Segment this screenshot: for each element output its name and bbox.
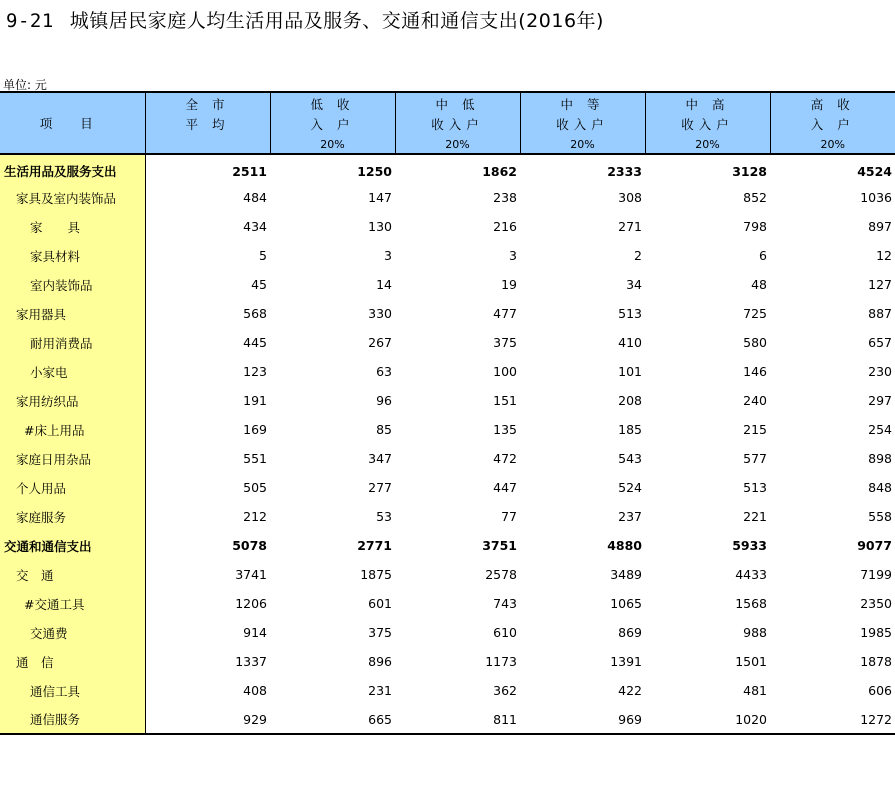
- cell-value: 63: [376, 364, 392, 379]
- cell-value: 9077: [857, 538, 892, 553]
- cell-value: 1020: [645, 705, 770, 734]
- cell-value: 1875: [360, 567, 392, 582]
- row-label: 交 通: [0, 560, 145, 589]
- cell-value: 267: [368, 335, 392, 350]
- row-label: 家用器具: [0, 299, 145, 328]
- row-label: 小家电: [0, 357, 145, 386]
- row-label: 通 信: [0, 647, 145, 676]
- header-column: [770, 92, 895, 154]
- cell-value: 1878: [860, 654, 892, 669]
- cell-value: 375: [368, 625, 392, 640]
- data-table: [0, 91, 895, 735]
- cell-value: 601: [368, 596, 392, 611]
- cell-value: 477: [493, 306, 517, 321]
- cell-value: 551: [243, 451, 267, 466]
- cell-value: 558: [868, 509, 892, 524]
- cell-value: 929: [145, 705, 270, 734]
- cell-value: 3: [509, 248, 517, 263]
- header-line1: 全 市: [185, 97, 230, 112]
- table-row: [0, 647, 895, 676]
- cell-value: 914: [243, 625, 267, 640]
- cell-value: 237: [618, 509, 642, 524]
- cell-value: 2: [634, 248, 642, 263]
- cell-value: 212: [243, 509, 267, 524]
- header-pct: 20%: [320, 138, 345, 151]
- table-row: [0, 502, 895, 531]
- cell-value: 48: [751, 277, 767, 292]
- cell-value: 169: [243, 422, 267, 437]
- cell-value: 3489: [610, 567, 642, 582]
- cell-value: 447: [493, 480, 517, 495]
- cell-value: 988: [743, 625, 767, 640]
- table-row: [0, 183, 895, 212]
- cell-value: 5: [259, 248, 267, 263]
- cell-value: 568: [243, 306, 267, 321]
- cell-value: 897: [868, 219, 892, 234]
- cell-value: 1337: [235, 654, 267, 669]
- row-label: 家 具: [0, 212, 145, 241]
- header-pct: 20%: [445, 138, 470, 151]
- table-row: [0, 444, 895, 473]
- cell-value: 216: [493, 219, 517, 234]
- cell-value: 330: [368, 306, 392, 321]
- cell-value: 484: [243, 190, 267, 205]
- cell-value: 657: [868, 335, 892, 350]
- cell-value: 896: [368, 654, 392, 669]
- header-line1: 中 低: [435, 97, 480, 112]
- cell-value: 146: [743, 364, 767, 379]
- cell-value: 277: [368, 480, 392, 495]
- cell-value: 185: [618, 422, 642, 437]
- cell-value: 34: [626, 277, 642, 292]
- cell-value: 2511: [232, 163, 267, 179]
- row-label: 通信工具: [0, 676, 145, 705]
- cell-value: 135: [493, 422, 517, 437]
- cell-value: 208: [618, 393, 642, 408]
- header-line1: 高 收: [810, 97, 855, 112]
- table-number: 9-21: [6, 10, 54, 32]
- cell-value: 2350: [860, 596, 892, 611]
- cell-value: 77: [501, 509, 517, 524]
- row-label: 耐用消费品: [0, 328, 145, 357]
- row-label: 交通费: [0, 618, 145, 647]
- cell-value: 4524: [857, 163, 892, 179]
- table-row: [0, 560, 895, 589]
- cell-value: 445: [243, 335, 267, 350]
- cell-value: 869: [618, 625, 642, 640]
- cell-value: 347: [368, 451, 392, 466]
- header-line2: 收入户: [681, 117, 734, 132]
- row-label: 交通和通信支出: [0, 531, 145, 560]
- cell-value: 887: [868, 306, 892, 321]
- row-label: 家具及室内装饰品: [0, 183, 145, 212]
- cell-value: 375: [493, 335, 517, 350]
- table-row: [0, 241, 895, 270]
- cell-value: 898: [868, 451, 892, 466]
- table-row: [0, 705, 895, 734]
- header-pct: 20%: [820, 138, 845, 151]
- cell-value: 240: [743, 393, 767, 408]
- table-row: [0, 415, 895, 444]
- cell-value: 2771: [357, 538, 392, 553]
- cell-value: 2333: [607, 163, 642, 179]
- cell-value: 254: [868, 422, 892, 437]
- cell-value: 127: [868, 277, 892, 292]
- cell-value: 151: [493, 393, 517, 408]
- cell-value: 472: [493, 451, 517, 466]
- table-row: [0, 212, 895, 241]
- cell-value: 297: [868, 393, 892, 408]
- cell-value: 5078: [232, 538, 267, 553]
- cell-value: 147: [368, 190, 392, 205]
- cell-value: 238: [493, 190, 517, 205]
- cell-value: 101: [618, 364, 642, 379]
- header-line1: 中 高: [685, 97, 730, 112]
- cell-value: 6: [759, 248, 767, 263]
- cell-value: 505: [243, 480, 267, 495]
- row-label: 个人用品: [0, 473, 145, 502]
- header-line1: 中 等: [560, 97, 605, 112]
- cell-value: 1173: [485, 654, 517, 669]
- cell-value: 230: [868, 364, 892, 379]
- table-title: 城镇居民家庭人均生活用品及服务、交通和通信支出(2016年): [69, 10, 604, 32]
- cell-value: 513: [743, 480, 767, 495]
- cell-value: 1272: [770, 705, 895, 734]
- header-line2: 收入户: [431, 117, 484, 132]
- header-line1: 低 收: [310, 97, 355, 112]
- page-title: [6, 6, 604, 33]
- cell-value: 1568: [735, 596, 767, 611]
- row-label: 室内装饰品: [0, 270, 145, 299]
- cell-value: 3741: [235, 567, 267, 582]
- table-row: [0, 270, 895, 299]
- row-label: 家庭日用杂品: [0, 444, 145, 473]
- table-body: [0, 154, 895, 734]
- cell-value: 231: [368, 683, 392, 698]
- cell-value: 3751: [482, 538, 517, 553]
- row-label: 通信服务: [0, 705, 145, 734]
- cell-value: 3: [384, 248, 392, 263]
- cell-value: 1036: [860, 190, 892, 205]
- table-row: [0, 386, 895, 415]
- header-row: [0, 92, 895, 154]
- cell-value: 422: [618, 683, 642, 698]
- cell-value: 848: [868, 480, 892, 495]
- cell-value: 12: [876, 248, 892, 263]
- cell-value: 410: [618, 335, 642, 350]
- row-label: 家用纺织品: [0, 386, 145, 415]
- table-row: [0, 676, 895, 705]
- header-line2: 入 户: [310, 117, 355, 132]
- cell-value: 665: [270, 705, 395, 734]
- cell-value: 1206: [235, 596, 267, 611]
- cell-value: 481: [743, 683, 767, 698]
- cell-value: 1065: [610, 596, 642, 611]
- cell-value: 85: [376, 422, 392, 437]
- table-header: [0, 92, 895, 154]
- cell-value: 130: [368, 219, 392, 234]
- cell-value: 53: [376, 509, 392, 524]
- table-row: [0, 618, 895, 647]
- cell-value: 543: [618, 451, 642, 466]
- cell-value: 852: [743, 190, 767, 205]
- table-row: [0, 328, 895, 357]
- cell-value: 969: [520, 705, 645, 734]
- cell-value: 191: [243, 393, 267, 408]
- table-row: [0, 357, 895, 386]
- cell-value: 96: [376, 393, 392, 408]
- cell-value: 798: [743, 219, 767, 234]
- table-row: [0, 299, 895, 328]
- cell-value: 100: [493, 364, 517, 379]
- cell-value: 524: [618, 480, 642, 495]
- row-label: 家具材料: [0, 241, 145, 270]
- cell-value: 1862: [482, 163, 517, 179]
- table-row: [0, 589, 895, 618]
- table-row: [0, 531, 895, 560]
- cell-value: 513: [618, 306, 642, 321]
- cell-value: 2578: [485, 567, 517, 582]
- table-row: [0, 473, 895, 502]
- cell-value: 221: [743, 509, 767, 524]
- cell-value: 14: [376, 277, 392, 292]
- cell-value: 811: [395, 705, 520, 734]
- cell-value: 408: [243, 683, 267, 698]
- header-line2: 入 户: [810, 117, 855, 132]
- row-label: 生活用品及服务支出: [0, 154, 145, 183]
- header-line2: 收入户: [556, 117, 609, 132]
- cell-value: 577: [743, 451, 767, 466]
- table-row: [0, 154, 895, 183]
- row-label: #交通工具: [0, 589, 145, 618]
- cell-value: 123: [243, 364, 267, 379]
- cell-value: 45: [251, 277, 267, 292]
- header-column: [645, 92, 770, 154]
- cell-value: 743: [493, 596, 517, 611]
- cell-value: 610: [493, 625, 517, 640]
- cell-value: 3128: [732, 163, 767, 179]
- cell-value: 4433: [735, 567, 767, 582]
- row-label: #床上用品: [0, 415, 145, 444]
- header-column: [395, 92, 520, 154]
- cell-value: 271: [618, 219, 642, 234]
- header-column: [270, 92, 395, 154]
- cell-value: 308: [618, 190, 642, 205]
- row-label: 家庭服务: [0, 502, 145, 531]
- header-line2: 平 均: [185, 117, 230, 132]
- cell-value: 7199: [860, 567, 892, 582]
- cell-value: 4880: [607, 538, 642, 553]
- cell-value: 362: [493, 683, 517, 698]
- cell-value: 580: [743, 335, 767, 350]
- cell-value: 5933: [732, 538, 767, 553]
- cell-value: 1250: [357, 163, 392, 179]
- cell-value: 1391: [610, 654, 642, 669]
- header-item: 项 目: [0, 92, 145, 154]
- cell-value: 19: [501, 277, 517, 292]
- unit-label: 单位: 元: [3, 78, 47, 92]
- header-column: [520, 92, 645, 154]
- header-pct: 20%: [570, 138, 595, 151]
- cell-value: 215: [743, 422, 767, 437]
- cell-value: 606: [868, 683, 892, 698]
- header-pct: 20%: [695, 138, 720, 151]
- cell-value: 725: [743, 306, 767, 321]
- cell-value: 434: [243, 219, 267, 234]
- cell-value: 1501: [735, 654, 767, 669]
- cell-value: 1985: [860, 625, 892, 640]
- header-column: [145, 92, 270, 154]
